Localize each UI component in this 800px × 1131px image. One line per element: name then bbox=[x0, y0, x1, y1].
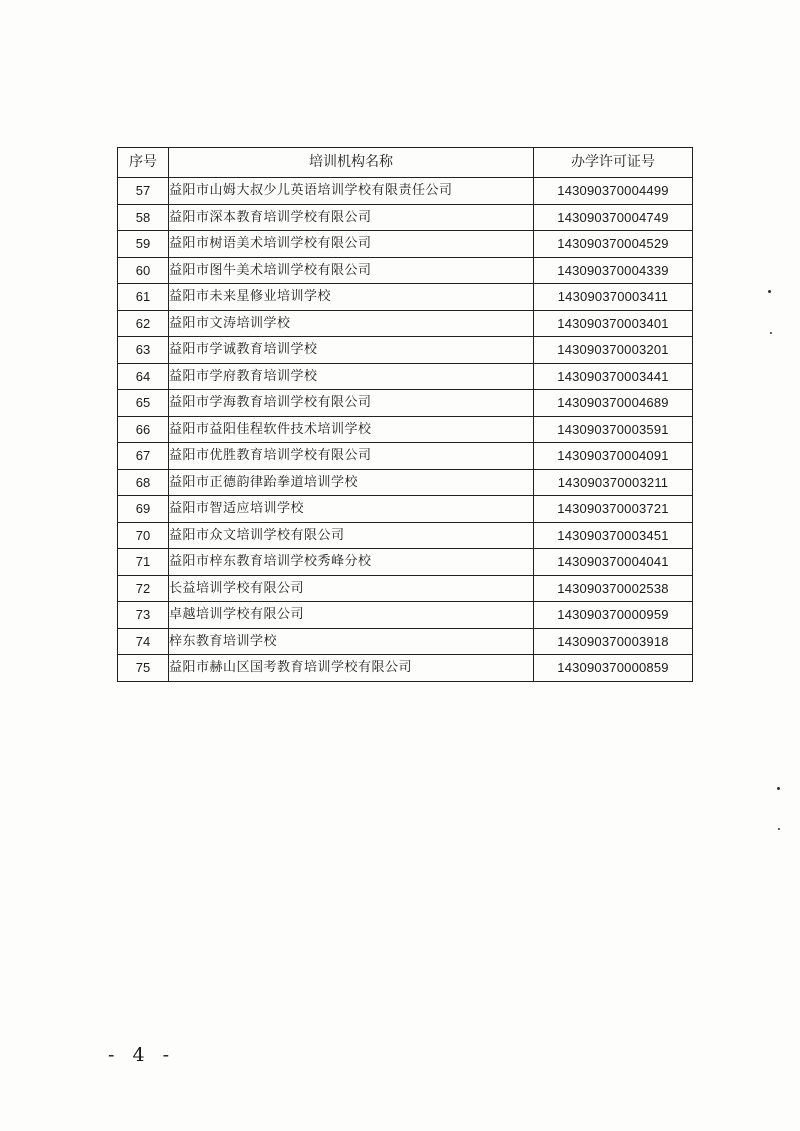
cell-license: 143090370004339 bbox=[534, 257, 693, 284]
cell-seq: 72 bbox=[118, 575, 169, 602]
cell-license: 143090370003721 bbox=[534, 496, 693, 523]
cell-seq: 65 bbox=[118, 390, 169, 417]
cell-seq: 73 bbox=[118, 602, 169, 629]
table-row bbox=[118, 628, 693, 655]
table-row bbox=[118, 655, 693, 682]
table-row bbox=[118, 602, 693, 629]
cell-seq: 68 bbox=[118, 469, 169, 496]
table-row bbox=[118, 231, 693, 258]
cell-name: 益阳市未来星修业培训学校 bbox=[169, 284, 534, 311]
cell-name: 益阳市优胜教育培训学校有限公司 bbox=[169, 443, 534, 470]
cell-seq: 75 bbox=[118, 655, 169, 682]
cell-license: 143090370003211 bbox=[534, 469, 693, 496]
scan-speck bbox=[778, 828, 780, 830]
cell-license: 143090370004749 bbox=[534, 204, 693, 231]
table-row bbox=[118, 416, 693, 443]
table-row bbox=[118, 522, 693, 549]
cell-name: 益阳市赫山区国考教育培训学校有限公司 bbox=[169, 655, 534, 682]
scan-speck bbox=[770, 332, 772, 334]
cell-name: 益阳市树语美术培训学校有限公司 bbox=[169, 231, 534, 258]
cell-license: 143090370004091 bbox=[534, 443, 693, 470]
cell-name: 益阳市智适应培训学校 bbox=[169, 496, 534, 523]
table-row bbox=[118, 549, 693, 576]
cell-seq: 60 bbox=[118, 257, 169, 284]
cell-seq: 74 bbox=[118, 628, 169, 655]
scan-speck bbox=[768, 290, 771, 293]
table-row bbox=[118, 204, 693, 231]
table-row bbox=[118, 443, 693, 470]
cell-name: 梓东教育培训学校 bbox=[169, 628, 534, 655]
cell-seq: 62 bbox=[118, 310, 169, 337]
cell-license: 143090370003411 bbox=[534, 284, 693, 311]
cell-seq: 66 bbox=[118, 416, 169, 443]
table-row bbox=[118, 575, 693, 602]
cell-license: 143090370003918 bbox=[534, 628, 693, 655]
cell-seq: 59 bbox=[118, 231, 169, 258]
table-row bbox=[118, 337, 693, 364]
cell-license: 143090370004529 bbox=[534, 231, 693, 258]
cell-name: 益阳市学府教育培训学校 bbox=[169, 363, 534, 390]
cell-name: 益阳市深本教育培训学校有限公司 bbox=[169, 204, 534, 231]
cell-seq: 57 bbox=[118, 178, 169, 205]
cell-seq: 71 bbox=[118, 549, 169, 576]
cell-seq: 61 bbox=[118, 284, 169, 311]
header-seq: 序号 bbox=[118, 148, 169, 178]
cell-seq: 63 bbox=[118, 337, 169, 364]
cell-name: 益阳市益阳佳程软件技术培训学校 bbox=[169, 416, 534, 443]
cell-license: 143090370003591 bbox=[534, 416, 693, 443]
cell-license: 143090370004499 bbox=[534, 178, 693, 205]
cell-seq: 70 bbox=[118, 522, 169, 549]
table-row bbox=[118, 284, 693, 311]
table-row bbox=[118, 496, 693, 523]
cell-name: 益阳市正德韵律跆拳道培训学校 bbox=[169, 469, 534, 496]
scan-speck bbox=[777, 787, 780, 790]
header-license: 办学许可证号 bbox=[534, 148, 693, 178]
table-row bbox=[118, 257, 693, 284]
cell-seq: 69 bbox=[118, 496, 169, 523]
cell-license: 143090370003401 bbox=[534, 310, 693, 337]
table-header-row bbox=[118, 148, 693, 178]
cell-license: 143090370000859 bbox=[534, 655, 693, 682]
training-institution-table bbox=[117, 147, 693, 682]
cell-name: 益阳市山姆大叔少儿英语培训学校有限责任公司 bbox=[169, 178, 534, 205]
table-row bbox=[118, 363, 693, 390]
cell-name: 益阳市众文培训学校有限公司 bbox=[169, 522, 534, 549]
cell-license: 143090370000959 bbox=[534, 602, 693, 629]
cell-license: 143090370004689 bbox=[534, 390, 693, 417]
table-row bbox=[118, 390, 693, 417]
table-row bbox=[118, 310, 693, 337]
cell-name: 长益培训学校有限公司 bbox=[169, 575, 534, 602]
cell-name: 益阳市学海教育培训学校有限公司 bbox=[169, 390, 534, 417]
cell-license: 143090370003441 bbox=[534, 363, 693, 390]
cell-license: 143090370004041 bbox=[534, 549, 693, 576]
cell-seq: 58 bbox=[118, 204, 169, 231]
table-row bbox=[118, 469, 693, 496]
cell-name: 益阳市图牛美术培训学校有限公司 bbox=[169, 257, 534, 284]
header-name: 培训机构名称 bbox=[169, 148, 534, 178]
cell-seq: 67 bbox=[118, 443, 169, 470]
cell-license: 143090370002538 bbox=[534, 575, 693, 602]
cell-license: 143090370003451 bbox=[534, 522, 693, 549]
page-number: - 4 - bbox=[108, 1044, 176, 1066]
cell-seq: 64 bbox=[118, 363, 169, 390]
cell-license: 143090370003201 bbox=[534, 337, 693, 364]
cell-name: 卓越培训学校有限公司 bbox=[169, 602, 534, 629]
table-row bbox=[118, 178, 693, 205]
cell-name: 益阳市梓东教育培训学校秀峰分校 bbox=[169, 549, 534, 576]
cell-name: 益阳市文涛培训学校 bbox=[169, 310, 534, 337]
cell-name: 益阳市学诚教育培训学校 bbox=[169, 337, 534, 364]
